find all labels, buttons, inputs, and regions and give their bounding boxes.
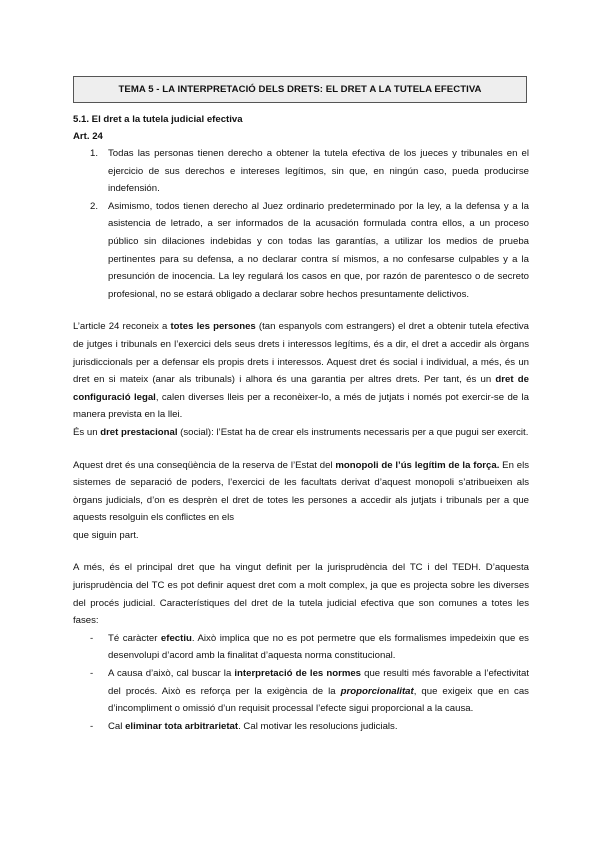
bullet-dash: - — [90, 720, 94, 732]
document-title: TEMA 5 - LA INTERPRETACIÓ DELS DRETS: EL DRET A LA TUTELA EFECTIVA — [73, 76, 527, 103]
characteristics-list — [73, 630, 529, 736]
article-heading: Art. 24 — [73, 131, 103, 142]
paragraph-prestacional: És un dret prestacional (social): l’Estat ha de crear els instruments necessaris per a que pugui ser exercit. — [73, 426, 529, 438]
article-item-number: 2. — [90, 200, 99, 212]
article-item — [73, 198, 529, 304]
paragraph-monopoli: Aquest dret és una conseqüència de la reserva de l’Estat del monopoli de l’ús legítim de la força. En els sistemes de separació de poders, l’exercici de les facultats derivat d’aquest monopoli s’atribueixen als òrgans judicials, d’on es desprèn el dret de totes les persones a accedir als jutjats i tribunals per a que aquests resolguin els conflictes en els que siguin part. — [73, 459, 529, 541]
bullet-dash: - — [90, 632, 94, 644]
article-list — [73, 145, 529, 303]
document-body — [73, 111, 529, 735]
article-item-text: Todas las personas tienen derecho a obtener la tutela efectiva de los jueces y tribunales en el ejercicio de sus derechos e intereses legítimos, sin que, en ningún caso, pueda producirse indefensión. — [108, 148, 529, 195]
paragraph-article-24: L’article 24 reconeix a totes les persones (tan espanyols com estrangers) el dret a obtenir tutela efectiva de jutges i tribunals en l’exercici dels seus drets i interessos legítims, és a dir, el dret a accedir als òrgans jurisdiccionals per a defensar els propis drets i interessos. Aquest dret és social i individual, a més, és un dret en si mateix (anar als tribunals) i alhora és una garantia per altres drets. Per tant, és un dret de configuració legal, calen diverses lleis per a reconèixer-lo, a més de jutjats i només pot exercir-se de la manera prevista en la llei. — [73, 321, 530, 421]
list-item: - A causa d’això, cal buscar la interpretació de les normes que resulti més favorable a l’efectivitat del procés. Això es reforça per la exigència de la proporcionalitat, que exigeix que en cas d’incompliment o omissió d’un requisit processal l’efecte sigui proporcional a la causa. — [73, 665, 529, 718]
paragraph-jurisprudencia: A més, és el principal dret que ha vingut definit per la jurisprudència del TC i del TEDH. D’aquesta jurisprudència del TC es pot definir aquest dret com a molt complex, ja que es projecta sobre les diverses del procés judicial. Característiques del dret de la tutela judicial efectiva que son comunes a totes les fases: — [73, 562, 529, 627]
article-item-text: Asimismo, todos tienen derecho al Juez ordinario predeterminado por la ley, a la defensa y a la asistencia de letrado, a ser informados de la acusación formulada contra ellos, a un proceso público sin dilaciones indebidas y con todas las garantías, a utilizar los medios de prueba pertinentes para su defensa, a no declarar contra sí mismos, a no confesarse culpables y a la presunción de inocencia. La ley regulará los casos en que, por razón de parentesco o de secreto profesional, no se estará obligado a declarar sobre hechos presuntamente delictivos. — [108, 200, 529, 300]
list-item: - Té caràcter efectiu. Això implica que no es pot permetre que els formalismes impedeixin que es desenvolupi d’acord amb la finalitat d’aquesta norma constitucional. — [73, 630, 529, 665]
list-item: - Cal eliminar tota arbitrarietat. Cal motivar les resolucions judicials. — [73, 718, 529, 736]
section-heading: 5.1. El dret a la tutela judicial efectiva — [73, 114, 243, 125]
article-item-number: 1. — [90, 148, 99, 159]
article-item — [73, 145, 529, 198]
bullet-dash: - — [90, 668, 94, 680]
